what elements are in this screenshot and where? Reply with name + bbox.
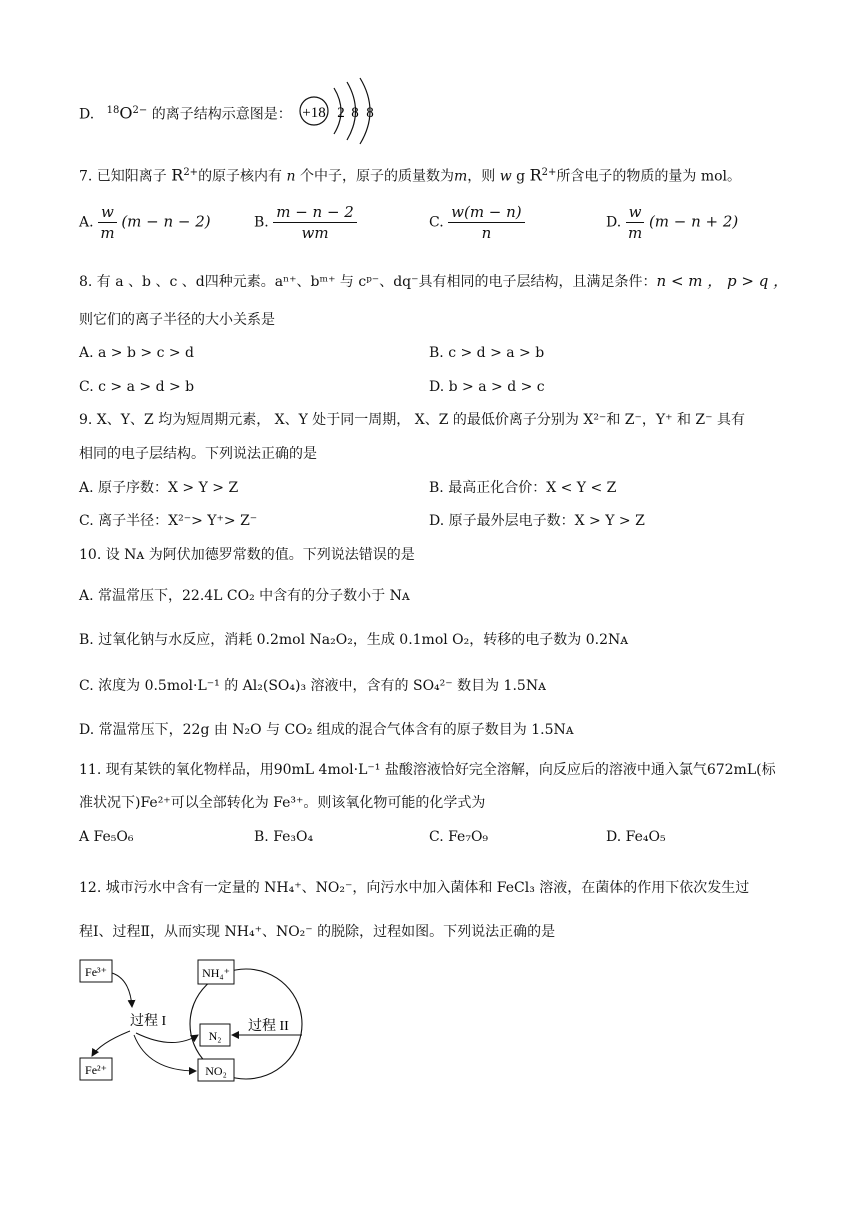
no2-label: NO₂ — [205, 1064, 227, 1078]
q9-stem-line1: 9. X、Y、Z 均为短周期元素， X、Y 处于同一周期， X、Z 的最低价离子分别为 X²⁻和 Z⁻，Y⁺ 和 Z⁻ 具有 — [79, 412, 745, 428]
q7a-label: A. — [79, 214, 94, 231]
q6d-text: 的离子结构示意图是： — [151, 106, 292, 123]
q7-n: n — [286, 168, 296, 185]
shell-3-electrons: 8 — [366, 105, 374, 121]
q8-a: 8. 有 — [79, 274, 111, 290]
q6d-mass-number: 18 — [106, 105, 120, 116]
q8-elems: a 、b 、c 、d — [115, 274, 205, 290]
q9-option-c[interactable]: C. 离子半径：X²⁻> Y⁺> Z⁻ — [79, 513, 258, 529]
q11-stem-line1: 11. 现有某铁的氧化物样品，用90mL 4mol·L⁻¹ 盐酸溶液恰好完全溶解，向反应后的溶液中通入氯气672mL(标 — [79, 762, 776, 778]
q7-m: m — [454, 168, 468, 185]
q7c-label: C. — [429, 214, 444, 231]
q7b-label: B. — [254, 214, 269, 231]
q6d-label: D. — [79, 106, 95, 123]
q10-option-d[interactable]: D. 常温常压下，22g 由 N₂O 与 CO₂ 组成的混合气体含有的原子数目为 1.5Nᴀ — [79, 722, 574, 738]
q6-option-d — [79, 101, 292, 125]
q7a-fraction — [98, 203, 117, 242]
nucleus-charge: +18 — [302, 105, 326, 121]
q7-stem-b: 的原子核内有 — [198, 168, 283, 185]
denitrification-process-diagram — [78, 955, 318, 1085]
q7-ion-2: R — [529, 165, 542, 185]
q11-option-d[interactable]: D. Fe₄O₅ — [606, 829, 666, 845]
q10-option-a[interactable]: A. 常温常压下，22.4L CO₂ 中含有的分子数小于 Nᴀ — [79, 588, 410, 604]
q8-ions: aⁿ⁺、bᵐ⁺ 与 cᵖ⁻、dq⁻ — [274, 274, 419, 290]
q8-option-a[interactable]: A. a > b > c > d — [79, 345, 195, 361]
q7b-den: wm — [301, 224, 329, 242]
shell-2-electrons: 8 — [351, 105, 359, 121]
q9-stem-line2: 相同的电子层结构。下列说法正确的是 — [79, 446, 317, 462]
q7-option-a[interactable] — [79, 203, 211, 242]
q7a-den: m — [100, 224, 115, 242]
fe3-label: Fe³⁺ — [85, 965, 107, 979]
q7-option-d[interactable] — [606, 203, 738, 242]
q8-c: 具有相同的电子层结构，且满足条件： — [418, 274, 657, 290]
fe2-label: Fe²⁺ — [85, 1063, 107, 1077]
q11-option-b[interactable]: B. Fe₃O₄ — [254, 829, 314, 845]
q7a-num: w — [98, 203, 117, 223]
process-1-label: 过程 I — [130, 1014, 167, 1029]
q7-stem-c: 个中子，原子的质量数为 — [300, 168, 454, 185]
q7-w: w — [499, 168, 512, 185]
q11-option-c[interactable]: C. Fe₇O₉ — [429, 829, 489, 845]
q7c-fraction — [448, 203, 525, 242]
q6d-ion-charge: 2− — [132, 105, 148, 116]
process-2-label: 过程 II — [248, 1019, 289, 1034]
q8-stem-line1 — [79, 271, 788, 292]
q7-ion: R — [171, 165, 184, 185]
q7a-tail: (m − n − 2) — [121, 212, 211, 231]
q11-option-a[interactable]: A Fe₅O₆ — [79, 829, 134, 845]
q12-stem-line1: 12. 城市污水中含有一定量的 NH₄⁺、NO₂⁻，向污水中加入菌体和 FeCl₃ 溶液，在菌体的作用下依次发生过 — [79, 880, 750, 896]
q7-stem-a: 7. 已知阳离子 — [79, 168, 167, 185]
n2-label: N₂ — [208, 1029, 222, 1043]
q7c-den: n — [481, 224, 492, 242]
q10-option-c[interactable]: C. 浓度为 0.5mol·L⁻¹ 的 Al₂(SO₄)₃ 溶液中，含有的 SO₄²⁻ 数目为 1.5Nᴀ — [79, 678, 546, 694]
q10-stem: 10. 设 Nᴀ 为阿伏加德罗常数的值。下列说法错误的是 — [79, 547, 415, 563]
q9-option-a[interactable]: A. 原子序数：X > Y > Z — [79, 480, 239, 496]
q7-ion-charge-2: 2+ — [541, 167, 557, 178]
q7d-tail: (m − n + 2) — [648, 212, 739, 231]
shell-1-electrons: 2 — [337, 105, 345, 121]
q7-option-c[interactable] — [429, 203, 525, 242]
q7-stem-e: 所含电子的物质的量为 mol。 — [556, 168, 742, 185]
q7-ion-charge: 2+ — [183, 167, 199, 178]
q7b-num: m − n − 2 — [273, 203, 357, 223]
q7b-fraction — [273, 203, 357, 242]
q7d-num: w — [626, 203, 645, 223]
q8-cond: n < m ， p > q ， — [656, 272, 789, 290]
q7-stem — [79, 163, 741, 187]
q8-option-c[interactable]: C. c > a > d > b — [79, 379, 195, 395]
ion-structure-diagram — [292, 76, 392, 146]
q9-option-d[interactable]: D. 原子最外层电子数：X > Y > Z — [429, 513, 645, 529]
nh4-label: NH₄⁺ — [202, 966, 230, 980]
q7d-label: D. — [606, 214, 622, 231]
q7-option-b[interactable] — [254, 203, 357, 242]
q7d-den: m — [627, 224, 643, 242]
q8-b: 四种元素。 — [204, 274, 275, 290]
q7c-num: w(m − n) — [448, 203, 525, 223]
q9-option-b[interactable]: B. 最高正化合价：X < Y < Z — [429, 480, 617, 496]
q7-unit-g: g — [516, 168, 526, 185]
q11-stem-line2: 准状况下)Fe²⁺可以全部转化为 Fe³⁺。则该氧化物可能的化学式为 — [79, 795, 486, 811]
q6d-ion-symbol: O — [119, 103, 133, 123]
q8-option-b[interactable]: B. c > d > a > b — [429, 345, 545, 361]
q12-stem-line2: 程Ⅰ、过程Ⅱ，从而实现 NH₄⁺、NO₂⁻ 的脱除，过程如图。下列说法正确的是 — [79, 924, 556, 940]
q8-option-d[interactable]: D. b > a > d > c — [429, 379, 545, 395]
q7-stem-d: ，则 — [467, 168, 496, 185]
q10-option-b[interactable]: B. 过氧化钠与水反应，消耗 0.2mol Na₂O₂，生成 0.1mol O₂，转移的电子数为 0.2Nᴀ — [79, 632, 629, 648]
q7d-fraction — [626, 203, 645, 242]
q8-stem-line2: 则它们的离子半径的大小关系是 — [79, 312, 275, 328]
